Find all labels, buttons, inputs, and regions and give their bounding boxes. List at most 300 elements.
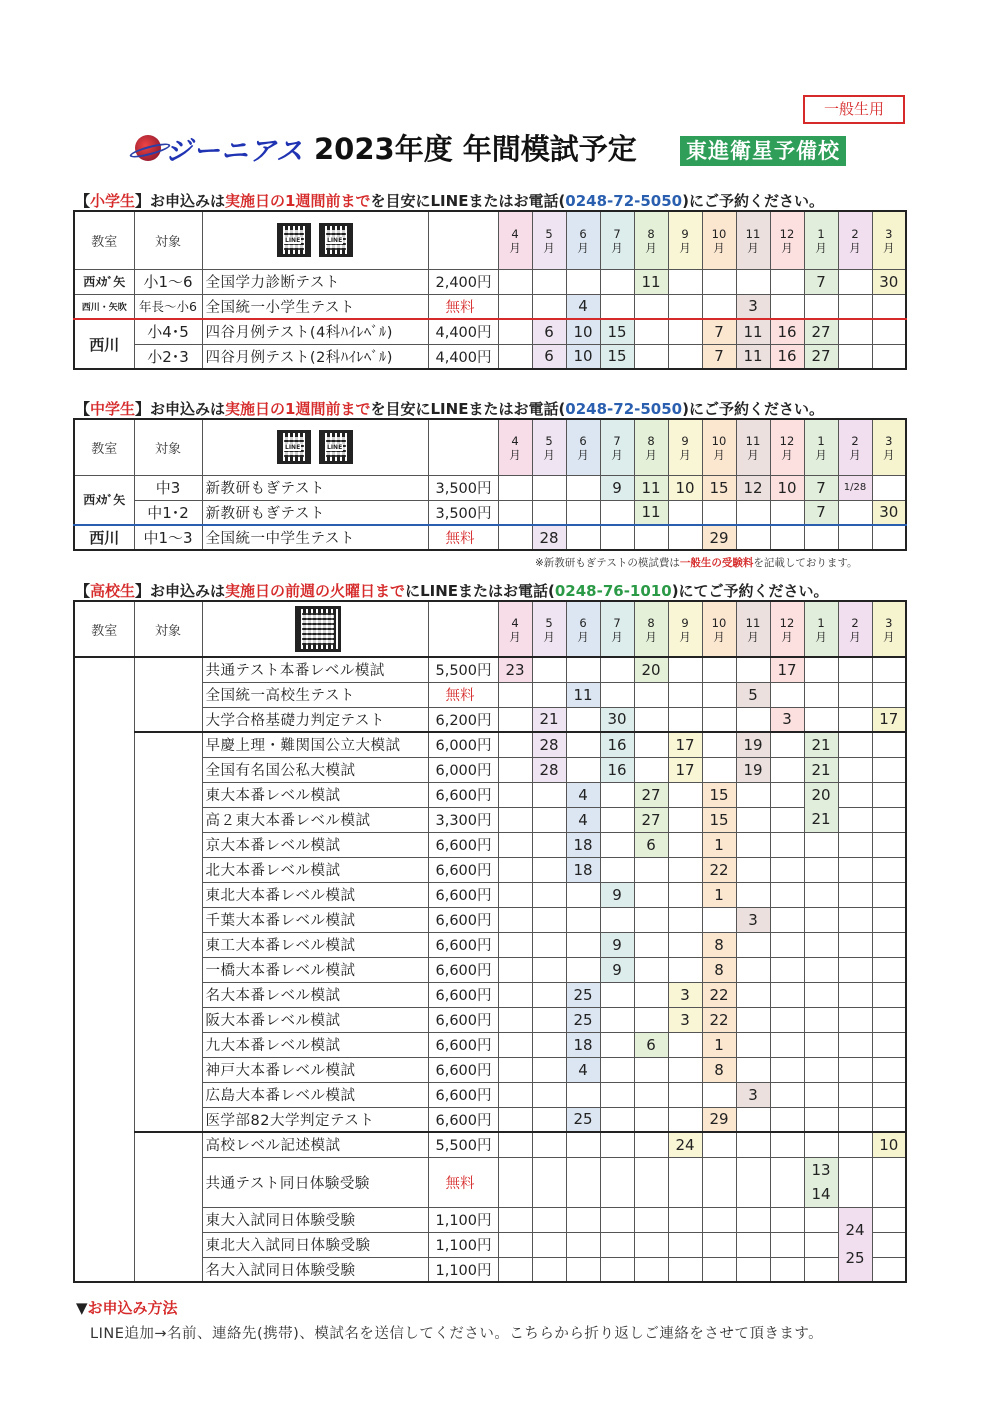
date-cell: 12: [736, 475, 770, 500]
date-cell: [634, 1232, 668, 1257]
room-cell: 西川: [74, 525, 134, 550]
date-cell: [872, 1157, 906, 1207]
date-cell: [498, 344, 532, 369]
month-header: 3 月: [872, 601, 906, 657]
date-cell: 13 14: [804, 1157, 838, 1207]
month-header: 9 月: [668, 601, 702, 657]
date-cell: 3: [770, 707, 804, 732]
date-cell: [770, 732, 804, 757]
date-cell: 9: [600, 957, 634, 982]
date-cell: [498, 1057, 532, 1082]
date-cell: [838, 957, 872, 982]
date-cell: [872, 682, 906, 707]
fee-cell: 6,600円: [428, 782, 498, 807]
date-cell: [634, 319, 668, 344]
date-cell: [634, 682, 668, 707]
date-cell: [838, 782, 872, 807]
fee-cell: 1,100円: [428, 1257, 498, 1282]
month-header: 7 月: [600, 419, 634, 475]
month-header: 9 月: [668, 211, 702, 269]
date-cell: [702, 1157, 736, 1207]
date-cell: [872, 1007, 906, 1032]
date-cell: [498, 1082, 532, 1107]
date-cell: [600, 857, 634, 882]
date-cell: 10: [872, 1132, 906, 1157]
date-cell: [566, 707, 600, 732]
date-cell: [566, 1157, 600, 1207]
date-cell: [804, 1257, 838, 1282]
date-cell: [872, 732, 906, 757]
date-cell: [770, 1007, 804, 1032]
date-cell: 29: [702, 525, 736, 550]
date-cell: [838, 500, 872, 525]
date-cell: 11: [736, 344, 770, 369]
date-cell: [770, 1232, 804, 1257]
date-cell: 7: [804, 500, 838, 525]
qr-code-icon[interactable]: [295, 606, 341, 652]
date-cell: [532, 500, 566, 525]
date-cell: [770, 1207, 804, 1232]
school-cell: [74, 657, 134, 1282]
date-cell: [736, 269, 770, 294]
date-cell: [566, 500, 600, 525]
date-cell: 9: [600, 882, 634, 907]
date-cell: [702, 907, 736, 932]
date-cell: [498, 319, 532, 344]
fee-cell: 3,300円: [428, 807, 498, 832]
date-cell: [770, 1057, 804, 1082]
date-cell: [566, 932, 600, 957]
date-cell: [532, 294, 566, 319]
month-header: 1 月: [804, 601, 838, 657]
test-name: 共通テスト同日体験受験: [202, 1157, 428, 1207]
date-cell: [736, 782, 770, 807]
date-cell: [838, 657, 872, 682]
date-cell: [872, 319, 906, 344]
date-cell: 6: [634, 832, 668, 857]
date-cell: [736, 982, 770, 1007]
date-cell: [770, 500, 804, 525]
date-cell: [668, 525, 702, 550]
date-cell: [702, 657, 736, 682]
date-cell: [838, 982, 872, 1007]
date-cell: [498, 907, 532, 932]
date-cell: [736, 1232, 770, 1257]
date-cell: 7: [804, 475, 838, 500]
date-cell: [668, 294, 702, 319]
qr-code-icon[interactable]: [319, 430, 353, 464]
date-cell: [498, 294, 532, 319]
date-cell: [668, 932, 702, 957]
month-header: 7 月: [600, 211, 634, 269]
test-name: 四谷月例テスト(2科ﾊｲﾚﾍﾞﾙ): [202, 344, 428, 369]
date-cell: [838, 319, 872, 344]
date-cell: 10: [566, 319, 600, 344]
date-cell: [804, 1132, 838, 1157]
date-cell: 21: [804, 732, 838, 757]
date-cell: [668, 1057, 702, 1082]
date-cell: 4: [566, 782, 600, 807]
test-name: 東北大本番レベル模試: [202, 882, 428, 907]
date-cell: 22: [702, 857, 736, 882]
grade-cell: [134, 1132, 202, 1282]
qr-code-icon[interactable]: [277, 223, 311, 257]
date-cell: 1: [702, 882, 736, 907]
test-name: 大学合格基礎力判定テスト: [202, 707, 428, 732]
date-cell: 10: [668, 475, 702, 500]
month-header: 8 月: [634, 419, 668, 475]
date-cell: 3: [736, 1082, 770, 1107]
test-name: 東大入試同日体験受験: [202, 1207, 428, 1232]
fee-cell: 6,600円: [428, 832, 498, 857]
date-cell: [838, 1057, 872, 1082]
fee-cell: 4,400円: [428, 344, 498, 369]
howto-title: ▼お申込み方法: [76, 1299, 178, 1317]
date-cell: [498, 982, 532, 1007]
date-cell: 9: [600, 475, 634, 500]
test-name: 東北大入試同日体験受験: [202, 1232, 428, 1257]
date-cell: [532, 807, 566, 832]
date-cell: [770, 1107, 804, 1132]
fee-cell: 6,600円: [428, 882, 498, 907]
fee-cell: 3,500円: [428, 475, 498, 500]
fee-cell: 無料: [428, 682, 498, 707]
date-cell: [566, 732, 600, 757]
date-cell: [872, 657, 906, 682]
room-cell: 西ﾒｶﾞ矢: [74, 475, 134, 525]
date-cell: [634, 1257, 668, 1282]
date-cell: [634, 1132, 668, 1157]
date-cell: [668, 500, 702, 525]
date-cell: [498, 475, 532, 500]
apply-header: [202, 419, 428, 475]
fee-header: [428, 419, 498, 475]
date-cell: [702, 682, 736, 707]
date-cell: 27: [634, 782, 668, 807]
date-cell: [838, 757, 872, 782]
date-cell: [668, 832, 702, 857]
date-cell: 8: [702, 1057, 736, 1082]
date-cell: [668, 857, 702, 882]
date-cell: [498, 957, 532, 982]
date-cell: [600, 782, 634, 807]
fee-cell: 6,600円: [428, 932, 498, 957]
apply-header: [202, 211, 428, 269]
date-cell: [702, 500, 736, 525]
test-name: 全国統一中学生テスト: [202, 525, 428, 550]
date-cell: [804, 525, 838, 550]
test-name: 九大本番レベル模試: [202, 1032, 428, 1057]
date-cell: [634, 1157, 668, 1207]
date-cell: [736, 1132, 770, 1157]
date-cell: [634, 957, 668, 982]
date-cell: [770, 807, 804, 832]
target-cell: 中1～3: [134, 525, 202, 550]
room-header: 教室: [74, 601, 134, 657]
date-cell: [770, 757, 804, 782]
date-cell: [804, 294, 838, 319]
month-header: 2 月: [838, 211, 872, 269]
month-header: 11 月: [736, 601, 770, 657]
date-cell: [872, 525, 906, 550]
qr-code-icon[interactable]: [319, 223, 353, 257]
date-cell: [532, 857, 566, 882]
date-cell: [532, 1207, 566, 1232]
date-cell: [838, 294, 872, 319]
date-cell: [600, 907, 634, 932]
date-cell: [634, 932, 668, 957]
date-cell: [736, 832, 770, 857]
date-cell: [872, 1082, 906, 1107]
month-header: 11 月: [736, 419, 770, 475]
date-cell: [634, 1007, 668, 1032]
test-name: 一橋大本番レベル模試: [202, 957, 428, 982]
date-cell: [770, 294, 804, 319]
date-cell: [872, 1057, 906, 1082]
date-cell: [736, 957, 770, 982]
date-cell: [532, 1032, 566, 1057]
date-cell: 4: [566, 1057, 600, 1082]
date-cell: [736, 1157, 770, 1207]
date-cell: [600, 832, 634, 857]
mid-table: [73, 418, 907, 551]
date-cell: [634, 757, 668, 782]
date-cell: [804, 682, 838, 707]
date-cell: [532, 269, 566, 294]
date-cell: [532, 1257, 566, 1282]
date-cell: [668, 1232, 702, 1257]
fee-cell: 6,600円: [428, 1032, 498, 1057]
date-cell: [600, 1082, 634, 1107]
month-header: 12 月: [770, 601, 804, 657]
date-cell: [566, 957, 600, 982]
date-cell: [838, 882, 872, 907]
date-cell: [600, 294, 634, 319]
date-cell: [668, 1207, 702, 1232]
fee-cell: 6,600円: [428, 1082, 498, 1107]
date-cell: 16: [600, 732, 634, 757]
date-cell: 22: [702, 1007, 736, 1032]
date-cell: 18: [566, 1032, 600, 1057]
date-cell: [532, 982, 566, 1007]
date-cell: [566, 1082, 600, 1107]
date-cell: 17: [668, 732, 702, 757]
date-cell: [804, 657, 838, 682]
month-header: 11 月: [736, 211, 770, 269]
date-cell: [872, 857, 906, 882]
date-cell: [566, 1207, 600, 1232]
date-cell: [872, 807, 906, 832]
date-cell: [600, 269, 634, 294]
date-cell: [872, 982, 906, 1007]
date-cell: [838, 344, 872, 369]
month-header: 2 月: [838, 601, 872, 657]
date-cell: 6: [532, 344, 566, 369]
date-cell: [498, 707, 532, 732]
date-cell: [872, 907, 906, 932]
month-header: 8 月: [634, 211, 668, 269]
month-header: 4 月: [498, 211, 532, 269]
date-cell: [770, 1032, 804, 1057]
test-name: 早慶上理・難関国公立大模試: [202, 732, 428, 757]
date-cell: [532, 882, 566, 907]
date-cell: [532, 475, 566, 500]
date-cell: [634, 1107, 668, 1132]
date-cell: [804, 1232, 838, 1257]
date-cell: [600, 1232, 634, 1257]
date-cell: [736, 1007, 770, 1032]
date-cell: 17: [770, 657, 804, 682]
date-cell: 1: [702, 1032, 736, 1057]
date-cell: [770, 1132, 804, 1157]
date-cell: [736, 1032, 770, 1057]
date-cell: 18: [566, 832, 600, 857]
date-cell: [532, 1232, 566, 1257]
date-cell: [872, 344, 906, 369]
date-cell: 11: [566, 682, 600, 707]
month-header: 5 月: [532, 601, 566, 657]
date-cell: [804, 882, 838, 907]
date-cell: [838, 1082, 872, 1107]
date-cell: 11: [634, 475, 668, 500]
date-cell: [498, 732, 532, 757]
date-cell: [804, 982, 838, 1007]
genius-logo: [135, 130, 304, 166]
date-cell: [702, 1132, 736, 1157]
date-cell: 15: [702, 782, 736, 807]
month-header: 10 月: [702, 601, 736, 657]
date-cell: [600, 1107, 634, 1132]
date-cell: 30: [600, 707, 634, 732]
date-cell: [736, 1257, 770, 1282]
test-name: 神戸大本番レベル模試: [202, 1057, 428, 1082]
month-header: 4 月: [498, 419, 532, 475]
date-cell: [838, 907, 872, 932]
date-cell: 11: [634, 500, 668, 525]
date-cell: [736, 500, 770, 525]
date-cell: [498, 1107, 532, 1132]
date-cell: 30: [872, 269, 906, 294]
date-cell: [566, 1232, 600, 1257]
target-cell: 年長～小6: [134, 294, 202, 319]
test-name: 医学部82大学判定テスト: [202, 1107, 428, 1132]
date-cell: 3: [736, 907, 770, 932]
date-cell: 17: [872, 707, 906, 732]
date-cell: 11: [736, 319, 770, 344]
date-cell: [838, 732, 872, 757]
date-cell: [600, 525, 634, 550]
date-cell: [702, 1082, 736, 1107]
date-cell: [838, 1107, 872, 1132]
date-cell: [600, 1157, 634, 1207]
date-cell: [872, 757, 906, 782]
date-cell: [634, 294, 668, 319]
room-header: 教室: [74, 419, 134, 475]
fee-cell: 1,100円: [428, 1207, 498, 1232]
date-cell: [600, 1057, 634, 1082]
date-cell: [804, 1057, 838, 1082]
fee-cell: 6,200円: [428, 707, 498, 732]
howto-text: LINE追加→名前、連絡先(携帯)、模試名を送信してください。こちらから折り返しご連絡をさせて頂きます。: [90, 1326, 824, 1342]
target-cell: 小4･5: [134, 319, 202, 344]
month-header: 10 月: [702, 211, 736, 269]
date-cell: [838, 932, 872, 957]
apply-header: [202, 601, 428, 657]
date-cell: [498, 807, 532, 832]
grade-cell: [134, 732, 202, 1132]
date-cell: [702, 1257, 736, 1282]
target-cell: 小2･3: [134, 344, 202, 369]
date-cell: [498, 1207, 532, 1232]
globe-icon: [135, 135, 161, 161]
fee-cell: 5,500円: [428, 657, 498, 682]
date-cell: [804, 832, 838, 857]
date-cell: [770, 832, 804, 857]
date-cell: [532, 907, 566, 932]
fee-header: [428, 211, 498, 269]
date-cell: [668, 907, 702, 932]
date-cell: [498, 1032, 532, 1057]
date-cell: [872, 1032, 906, 1057]
date-cell: [634, 1082, 668, 1107]
fee-cell: 6,600円: [428, 1057, 498, 1082]
date-cell: 6: [532, 319, 566, 344]
date-cell: 25: [566, 1107, 600, 1132]
date-cell: [668, 1257, 702, 1282]
date-cell: [498, 1007, 532, 1032]
date-cell: [600, 1132, 634, 1157]
date-cell: [872, 782, 906, 807]
date-cell: 6: [634, 1032, 668, 1057]
month-header: 12 月: [770, 211, 804, 269]
date-cell: [668, 1157, 702, 1207]
date-cell: [532, 1157, 566, 1207]
date-cell: 27: [804, 344, 838, 369]
test-name: 全国有名国公私大模試: [202, 757, 428, 782]
date-cell: [838, 832, 872, 857]
date-cell: [838, 807, 872, 832]
mid-header: 【中学生】お申込みは実施日の1週間前までを目安にLINEまたはお電話(0248-72-5050)にご予約ください。: [75, 400, 824, 418]
test-name: 北大本番レベル模試: [202, 857, 428, 882]
date-cell: [838, 682, 872, 707]
date-cell: 29: [702, 1107, 736, 1132]
date-cell: [498, 1157, 532, 1207]
date-cell: 28: [532, 757, 566, 782]
fee-cell: 1,100円: [428, 1232, 498, 1257]
date-cell: [770, 932, 804, 957]
date-cell: 24: [668, 1132, 702, 1157]
date-cell: [532, 1057, 566, 1082]
date-cell: [668, 269, 702, 294]
qr-code-icon[interactable]: [277, 430, 311, 464]
date-cell: [804, 957, 838, 982]
date-cell: [770, 682, 804, 707]
date-cell: 15: [600, 344, 634, 369]
elem-header: 【小学生】お申込みは実施日の1週間前までを目安にLINEまたはお電話(0248-72-5050)にご予約ください。: [75, 192, 824, 210]
fee-cell: 2,400円: [428, 269, 498, 294]
date-cell: [838, 1007, 872, 1032]
month-header: 2 月: [838, 419, 872, 475]
date-cell: 15: [702, 475, 736, 500]
date-cell: [600, 1257, 634, 1282]
date-cell: [532, 1007, 566, 1032]
date-cell: 9: [600, 932, 634, 957]
fee-cell: 6,600円: [428, 907, 498, 932]
date-cell: [736, 657, 770, 682]
date-cell: [702, 1232, 736, 1257]
date-cell: [498, 857, 532, 882]
date-cell: [736, 807, 770, 832]
